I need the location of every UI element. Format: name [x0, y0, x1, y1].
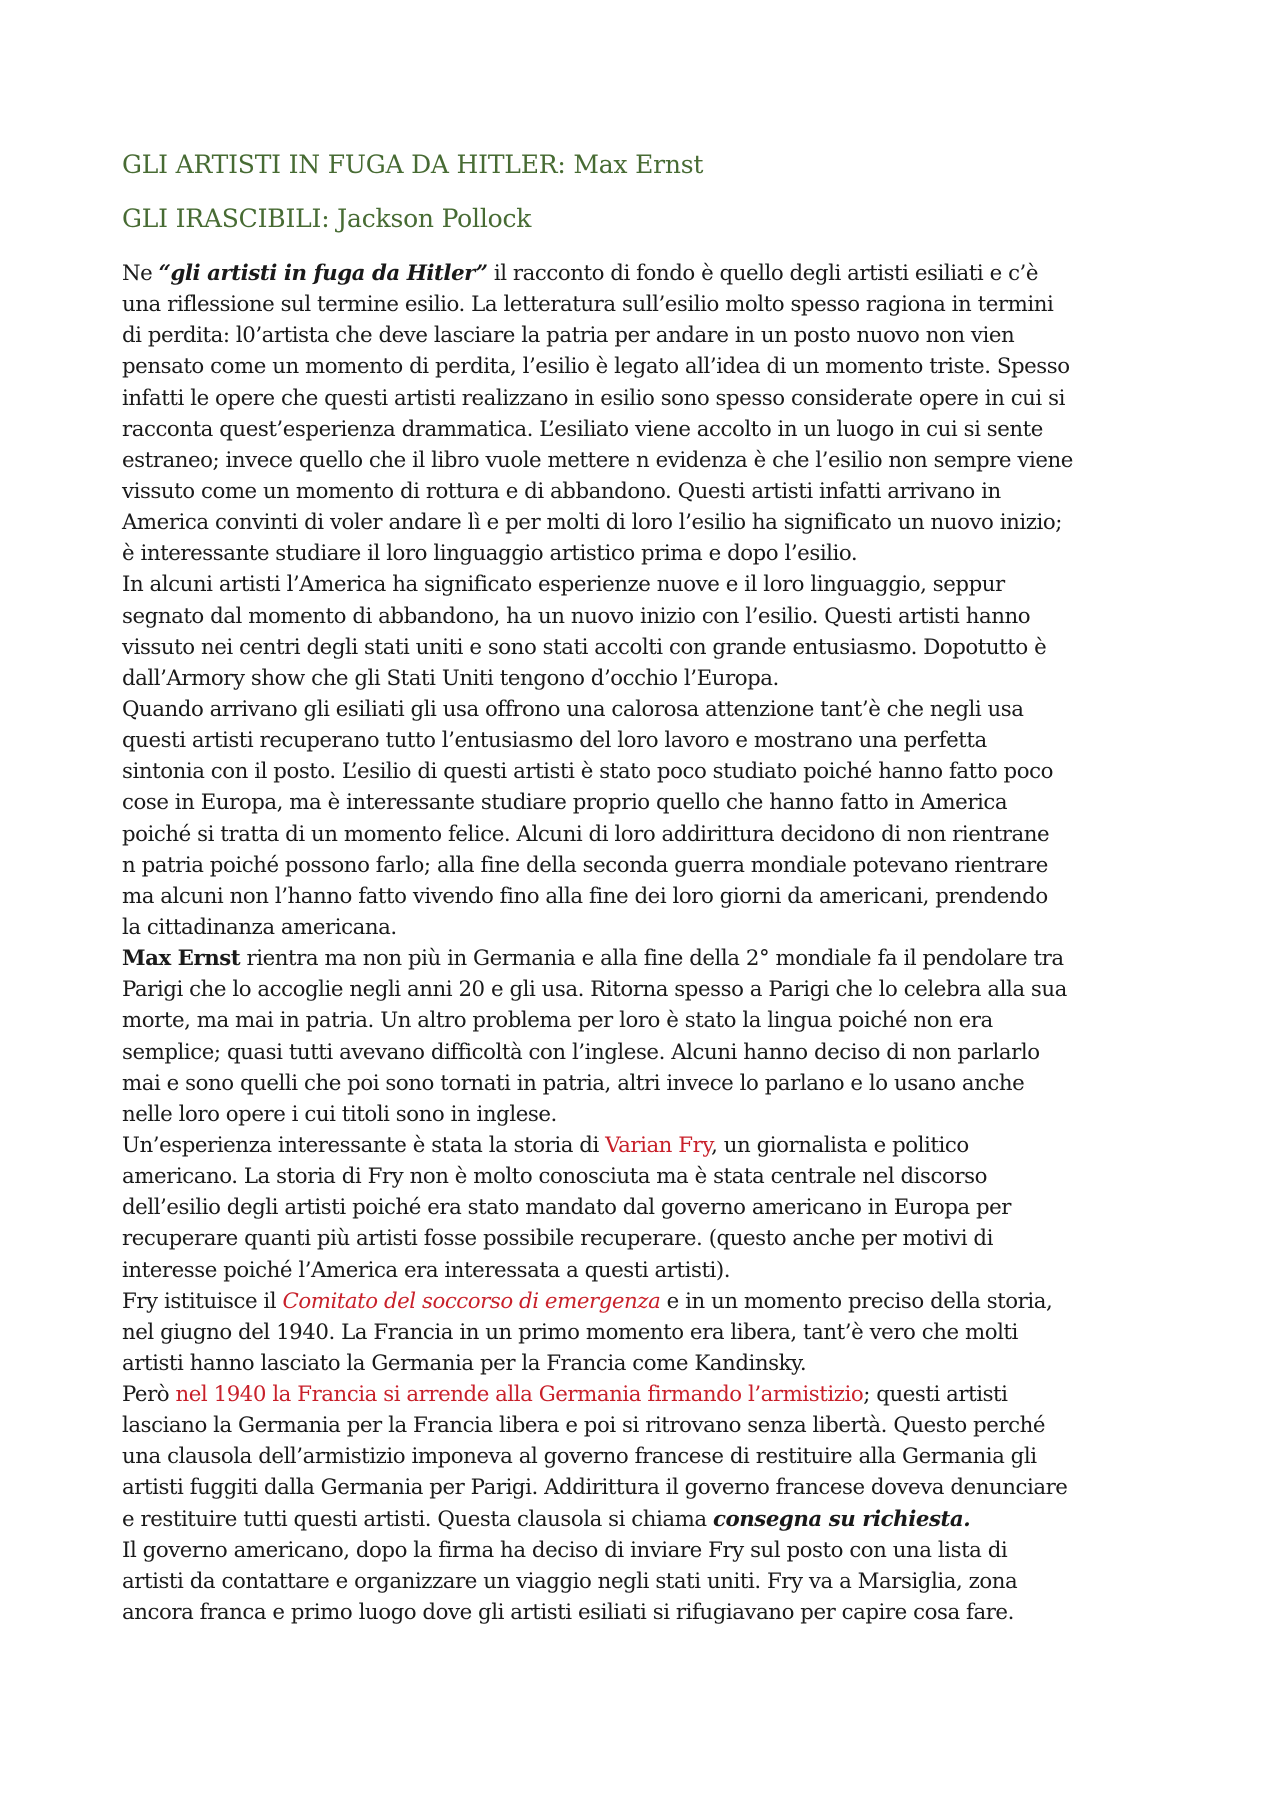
text-line: [122, 1255, 1182, 1286]
text-run: artisti da contattare e organizzare un viaggio negli stati uniti. Fry va a Marsiglia, zona: [122, 1568, 1018, 1594]
text-run: Ne: [122, 261, 159, 286]
text-run: estraneo; invece quello che il libro vuole mettere n evidenza è che l’esilio non sempre viene: [122, 447, 1073, 473]
text-run: artisti hanno lasciato la Germania per la Francia come Kandinsky.: [122, 1350, 807, 1376]
text-line: [122, 1099, 1182, 1130]
text-run: America convinti di voler andare lì e per molti di loro l’esilio ha significato un nuovo inizio;: [122, 510, 1062, 536]
emphasized-text: Comitato del soccorso di emergenza: [282, 1288, 661, 1314]
text-run: americano. La storia di Fry non è molto conosciuta ma è stata centrale nel discorso: [122, 1164, 987, 1190]
text-run: Parigi che lo accoglie negli anni 20 e gli usa. Ritorna spesso a Parigi che lo celebra alla sua: [122, 977, 1067, 1003]
emphasized-text: “gli artisti in fuga da Hitler”: [158, 261, 488, 286]
text-run: una clausola dell’armistizio imponeva al governo francese di restituire alla Germania gli: [122, 1444, 1037, 1470]
text-run: ancora franca e primo luogo dove gli artisti esiliati si rifugiavano per capire cosa fare.: [122, 1600, 1014, 1626]
text-run: In alcuni artisti l’America ha significato esperienze nuove e il loro linguaggio, seppur: [122, 572, 1005, 598]
text-run: poiché si tratta di un momento felice. Alcuni di loro addirittura decidono di non rientrane: [122, 821, 1050, 847]
text-line: [122, 725, 1182, 756]
text-run: una riflessione sul termine esilio. La letteratura sull’esilio molto spesso ragiona in termini: [122, 292, 1054, 318]
text-run: la cittadinanza americana.: [122, 914, 397, 940]
text-line: [122, 1223, 1182, 1254]
text-line: [122, 1379, 1182, 1410]
text-run: n patria poiché possono farlo; alla fine della seconda guerra mondiale potevano rientrare: [122, 852, 1048, 878]
text-run: questi artisti recuperano tutto l’entusiasmo del loro lavoro e mostrano una perfetta: [122, 728, 987, 754]
text-run: rientra ma non più in Germania e alla fine della 2° mondiale fa il pendolare tra: [240, 946, 1064, 972]
text-run: mai e sono quelli che poi sono tornati in patria, altri invece lo parlano e lo usano anche: [122, 1070, 1025, 1096]
heading-artisti-in-fuga: GLI ARTISTI IN FUGA DA HITLER: Max Ernst: [122, 150, 704, 179]
text-line: [122, 1317, 1182, 1348]
text-line: [122, 538, 1182, 569]
text-run: Fry istituisce il: [122, 1288, 283, 1314]
text-line: [122, 1068, 1182, 1099]
text-line: [122, 569, 1182, 600]
text-line: [122, 1192, 1182, 1223]
text-line: [122, 289, 1182, 320]
text-run: e in un momento preciso della storia,: [660, 1288, 1053, 1314]
text-line: [122, 258, 1182, 289]
emphasized-text: consegna su richiesta.: [712, 1506, 971, 1532]
text-line: [122, 414, 1182, 445]
emphasized-text: Max Ernst: [122, 946, 241, 972]
text-line: [122, 1286, 1182, 1317]
emphasized-text: Varian Fry: [605, 1132, 712, 1158]
text-line: [122, 383, 1182, 414]
text-run: interesse poiché l’America era interessata a questi artisti).: [122, 1257, 731, 1283]
text-line: [122, 756, 1182, 787]
text-line: [122, 1348, 1182, 1379]
heading-irascibili: GLI IRASCIBILI: Jackson Pollock: [122, 204, 532, 233]
text-line: [122, 694, 1182, 725]
text-run: infatti le opere che questi artisti realizzano in esilio sono spesso considerate opere in cui si: [122, 385, 1065, 411]
text-line: [122, 351, 1182, 382]
text-line: [122, 476, 1182, 507]
text-line: [122, 1566, 1182, 1597]
text-run: lasciano la Germania per la Francia libera e poi si ritrovano senza libertà. Questo perché: [122, 1413, 1045, 1439]
text-line: [122, 663, 1182, 694]
text-run: è interessante studiare il loro linguaggio artistico prima e dopo l’esilio.: [122, 541, 858, 567]
text-line: [122, 320, 1182, 351]
text-run: dell’esilio degli artisti poiché era stato mandato dal governo americano in Europa per: [122, 1195, 1012, 1221]
text-run: nelle loro opere i cui titoli sono in inglese.: [122, 1101, 557, 1127]
text-line: [122, 974, 1182, 1005]
text-run: ; questi artisti: [863, 1382, 1008, 1408]
text-run: , un giornalista e politico: [711, 1132, 969, 1158]
text-line: [122, 1037, 1182, 1068]
text-line: [122, 912, 1182, 943]
text-run: Il governo americano, dopo la firma ha deciso di inviare Fry sul posto con una lista di: [122, 1537, 1008, 1563]
text-line: [122, 632, 1182, 663]
text-line: [122, 1005, 1182, 1036]
text-run: cose in Europa, ma è interessante studiare proprio quello che hanno fatto in America: [122, 790, 1008, 816]
text-run: Quando arrivano gli esiliati gli usa offrono una calorosa attenzione tant’è che negli usa: [122, 696, 1024, 722]
text-run: di perdita: l0’artista che deve lasciare la patria per andare in un posto nuovo non vien: [122, 323, 1015, 349]
text-run: e restituire tutti questi artisti. Questa clausola si chiama: [122, 1506, 713, 1532]
text-run: morte, ma mai in patria. Un altro problema per loro è stato la lingua poiché non era: [122, 1008, 993, 1034]
text-run: il racconto di fondo è quello degli artisti esiliati e c’è: [487, 261, 1039, 286]
text-line: [122, 1161, 1182, 1192]
emphasized-text: nel 1940 la Francia si arrende alla Germania firmando l’armistizio: [175, 1382, 864, 1408]
text-run: vissuto nei centri degli stati uniti e sono stati accolti con grande entusiasmo. Dopotutto è: [122, 634, 1047, 660]
body-text: [122, 258, 1182, 1628]
text-run: segnato dal momento di abbandono, ha un nuovo inizio con l’esilio. Questi artisti hanno: [122, 603, 1031, 629]
text-line: [122, 943, 1182, 974]
text-run: vissuto come un momento di rottura e di abbandono. Questi artisti infatti arrivano in: [122, 478, 1001, 504]
text-line: [122, 1597, 1182, 1628]
text-line: [122, 1130, 1182, 1161]
text-line: [122, 507, 1182, 538]
text-line: [122, 1504, 1182, 1535]
text-run: sintonia con il posto. L’esilio di questi artisti è stato poco studiato poiché hanno fatto poco: [122, 759, 1053, 785]
text-run: nel giugno del 1940. La Francia in un primo momento era libera, tant’è vero che molti: [122, 1319, 1018, 1345]
text-run: recuperare quanti più artisti fosse possibile recuperare. (questo anche per motivi di: [122, 1226, 993, 1252]
text-run: artisti fuggiti dalla Germania per Parigi. Addirittura il governo francese doveva denunciare: [122, 1475, 1068, 1501]
text-run: dall’Armory show che gli Stati Uniti tengono d’occhio l’Europa.: [122, 665, 779, 691]
text-line: [122, 1410, 1182, 1441]
text-run: pensato come un momento di perdita, l’esilio è legato all’idea di un momento triste. Spesso: [122, 354, 1070, 380]
text-line: [122, 601, 1182, 632]
text-run: semplice; quasi tutti avevano difficoltà con l’inglese. Alcuni hanno deciso di non parlarlo: [122, 1039, 1040, 1065]
text-line: [122, 819, 1182, 850]
text-line: [122, 787, 1182, 818]
text-run: racconta quest’esperienza drammatica. L’esiliato viene accolto in un luogo in cui si sente: [122, 416, 1043, 442]
text-line: [122, 1441, 1182, 1472]
text-line: [122, 445, 1182, 476]
text-run: ma alcuni non l’hanno fatto vivendo fino alla fine dei loro giorni da americani, prendendo: [122, 883, 1048, 909]
text-line: [122, 850, 1182, 881]
text-line: [122, 1472, 1182, 1503]
text-line: [122, 881, 1182, 912]
text-run: Un’esperienza interessante è stata la storia di: [122, 1132, 606, 1158]
text-line: [122, 1535, 1182, 1566]
text-run: Però: [122, 1382, 176, 1408]
